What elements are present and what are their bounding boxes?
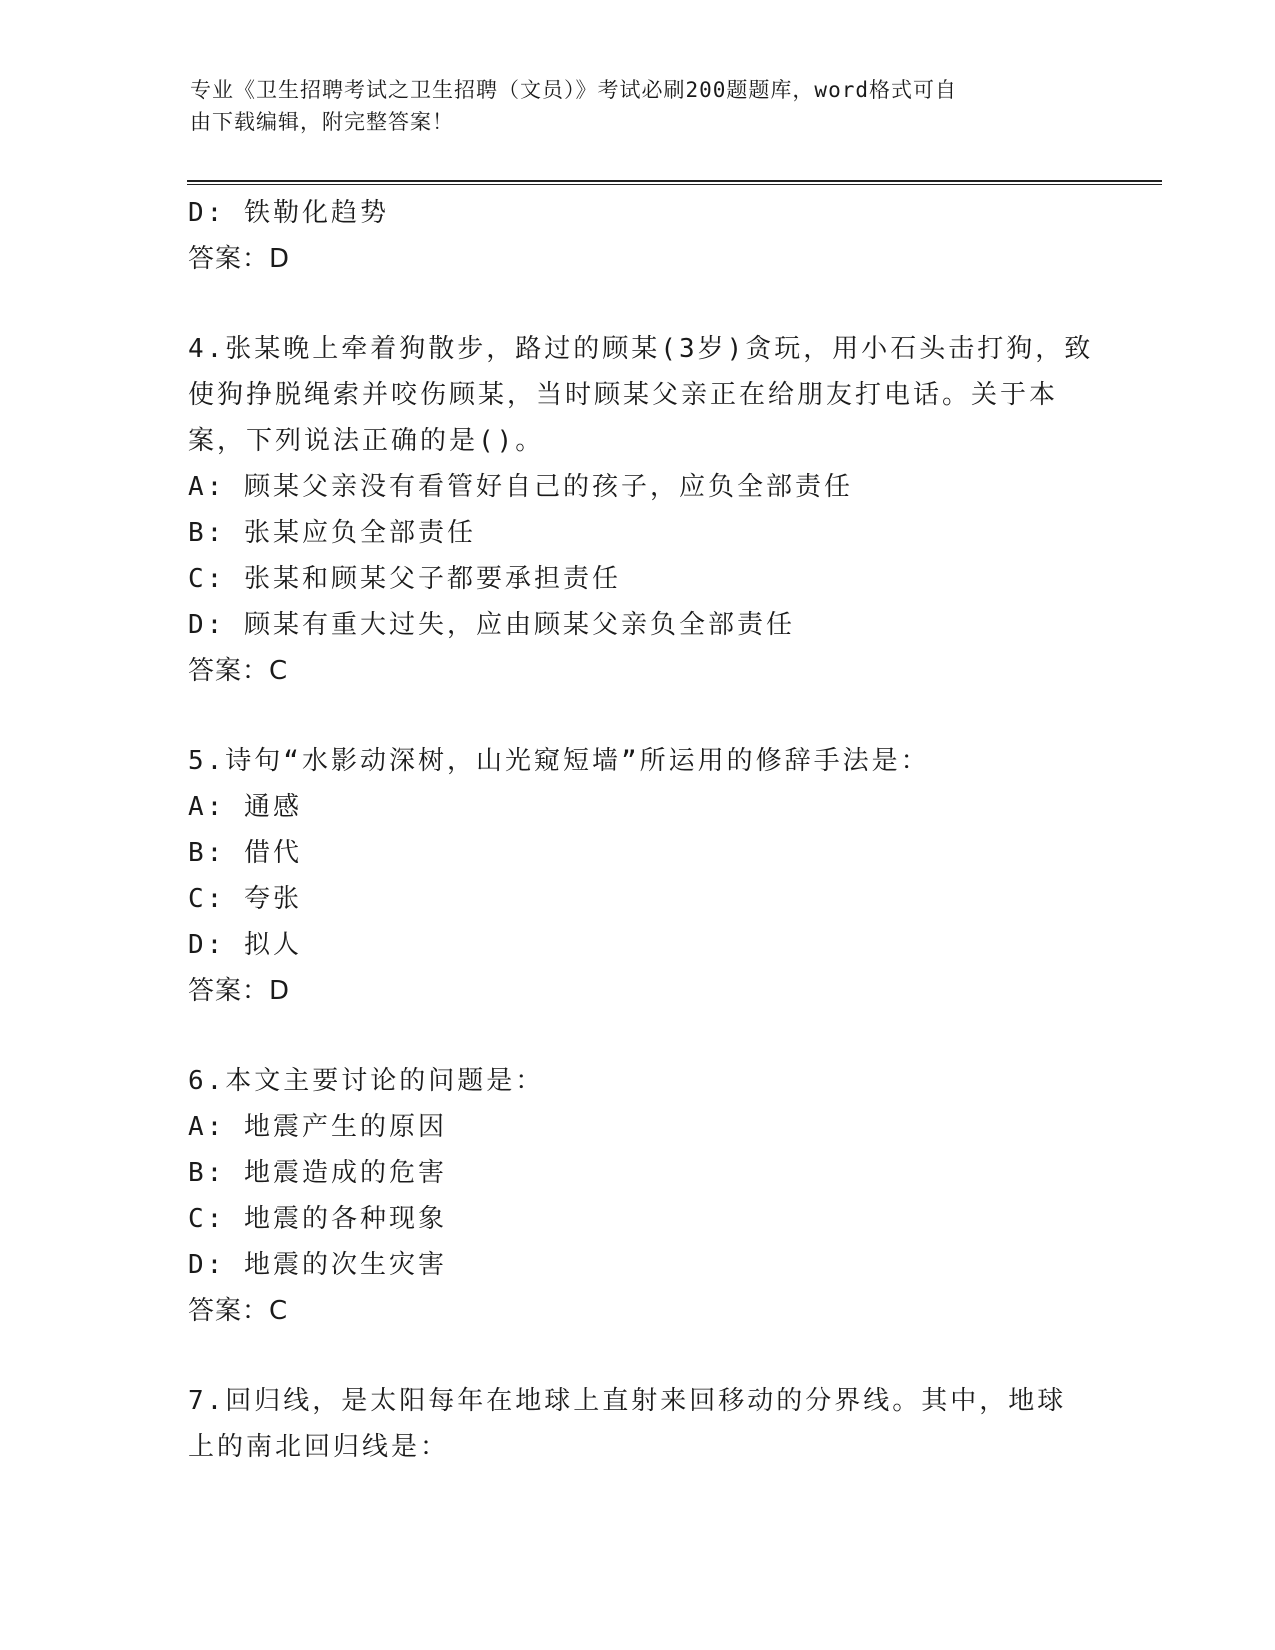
option-b: B: 地震造成的危害: [188, 1158, 447, 1188]
option-d: D: 顾某有重大过失，应由顾某父亲负全部责任: [188, 610, 795, 640]
answer-line: 答案：C: [188, 656, 289, 686]
answer-line: 答案：C: [188, 1296, 289, 1326]
question-text-line: 4.张某晚上牵着狗散步，路过的顾某(3岁)贪玩，用小石头击打狗，致: [188, 334, 1094, 364]
header-title-line-2: 由下载编辑，附完整答案！: [190, 110, 454, 134]
question-text-line: 使狗挣脱绳索并咬伤顾某，当时顾某父亲正在给朋友打电话。关于本: [188, 380, 1059, 410]
option-a: A: 通感: [188, 792, 302, 822]
question-text-line: 上的南北回归线是：: [188, 1432, 450, 1462]
option-c: C: 张某和顾某父子都要承担责任: [188, 564, 621, 594]
question-content: [188, 190, 1094, 1470]
option-d: D: 铁勒化趋势: [188, 198, 389, 228]
question-text-line: 案，下列说法正确的是()。: [188, 426, 545, 456]
question-text-line: 7.回归线，是太阳每年在地球上直射来回移动的分界线。其中，地球: [188, 1386, 1067, 1416]
question-text-line: 5.诗句“水影动深树，山光窥短墙”所运用的修辞手法是：: [188, 746, 930, 776]
option-c: C: 夸张: [188, 884, 302, 914]
header-title-line-1: 专业《卫生招聘考试之卫生招聘（文员）》考试必刷200题题库，word格式可自: [190, 78, 957, 102]
option-b: B: 张某应负全部责任: [188, 518, 476, 548]
option-a: A: 顾某父亲没有看管好自己的孩子，应负全部责任: [188, 472, 853, 502]
question-5: [188, 738, 1088, 1014]
answer-line: 答案：D: [188, 976, 291, 1006]
option-d: D: 地震的次生灾害: [188, 1250, 447, 1280]
page-header: [190, 74, 1070, 138]
question-7: [188, 1378, 1088, 1470]
answer-line: 答案：D: [188, 244, 291, 274]
question-text-line: 6.本文主要讨论的问题是：: [188, 1066, 545, 1096]
option-a: A: 地震产生的原因: [188, 1112, 447, 1142]
option-d: D: 拟人: [188, 930, 302, 960]
question-4: [188, 326, 1094, 694]
option-c: C: 地震的各种现象: [188, 1204, 447, 1234]
header-divider: [187, 180, 1162, 185]
question-6: [188, 1058, 1088, 1334]
option-b: B: 借代: [188, 838, 302, 868]
